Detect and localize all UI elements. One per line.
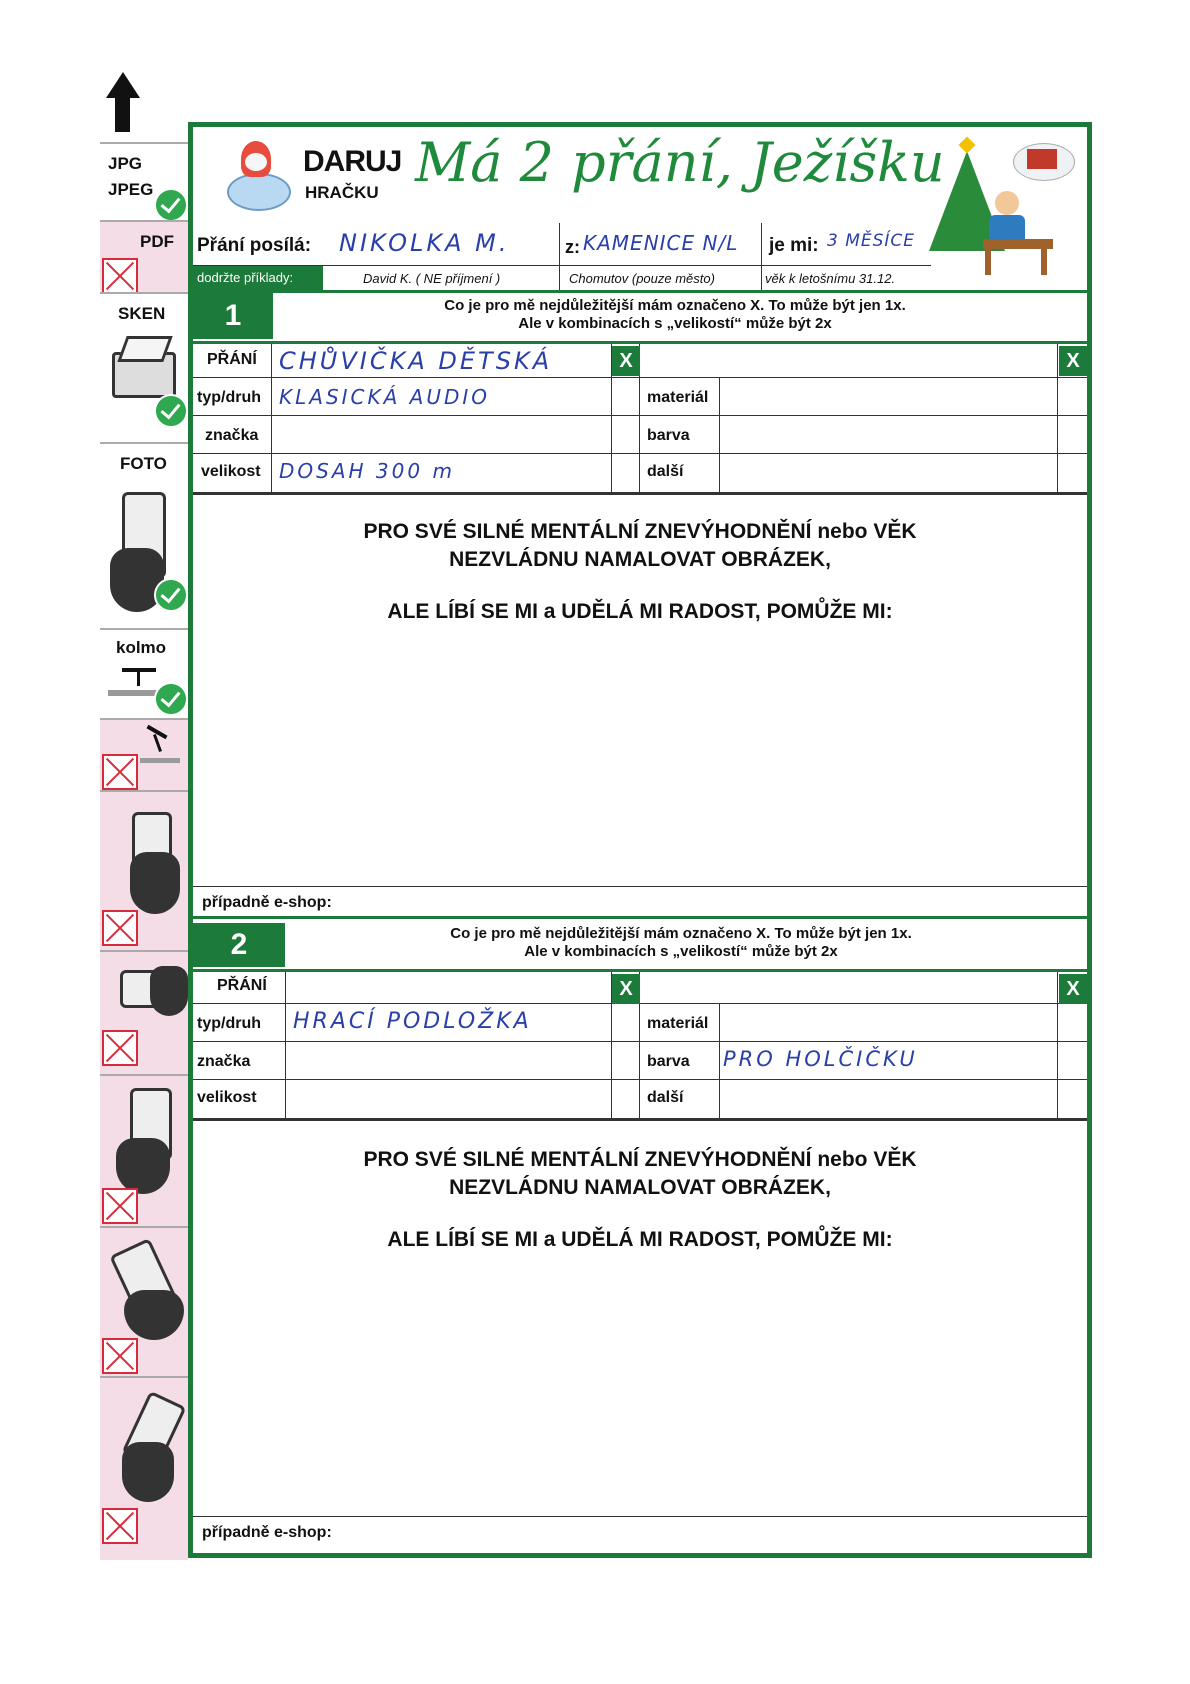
wish-number-box bbox=[193, 923, 285, 967]
sidebar-cell-phone-5 bbox=[100, 1376, 188, 1560]
znacka-label: značka bbox=[197, 1053, 251, 1070]
wish-instructions bbox=[273, 293, 1077, 342]
cross-icon bbox=[102, 1188, 138, 1224]
example-age: věk k letošnímu 31.12. bbox=[765, 271, 896, 286]
sender-name: NIKOLKA M. bbox=[339, 229, 510, 257]
wish-2 bbox=[193, 919, 1087, 1119]
check-icon bbox=[154, 394, 188, 428]
sidebar-cell-foto bbox=[100, 442, 188, 630]
wish-2-note-3: ALE LÍBÍ SE MI a UDĚLÁ MI RADOST, POMŮŽE MI: bbox=[387, 1228, 893, 1251]
phone-hand-icon bbox=[110, 812, 188, 922]
typ-value: KLASICKÁ AUDIO bbox=[279, 385, 491, 409]
logo-hracku: HRAČKU bbox=[305, 183, 379, 202]
logo-daruj: DARUJ bbox=[303, 145, 402, 178]
phone-hand-icon bbox=[112, 1396, 188, 1506]
sidebar-cell-sken bbox=[100, 292, 188, 444]
wish-2-eshop-label: případně e-shop: bbox=[202, 1524, 332, 1541]
foto-label: FOTO bbox=[120, 454, 167, 473]
wish-1-note-3: ALE LÍBÍ SE MI a UDĚLÁ MI RADOST, POMŮŽE MI: bbox=[387, 600, 893, 623]
phone-hand-icon bbox=[110, 1088, 188, 1198]
sidebar-cell-pdf bbox=[100, 220, 188, 294]
jpeg-label: JPEG bbox=[108, 180, 154, 199]
sidebar-cell-phone-1 bbox=[100, 790, 188, 952]
christmas-tree-icon bbox=[929, 131, 1079, 281]
wish-1-note-2: NEZVLÁDNU NAMALOVAT OBRÁZEK, bbox=[449, 548, 831, 571]
santa-logo-icon bbox=[219, 139, 289, 213]
instructions-line-1: Co je pro mě nejdůležitější mám označeno X. To může být jen 1x. bbox=[450, 925, 912, 942]
dalsi-label: další bbox=[647, 1089, 684, 1106]
check-icon bbox=[154, 682, 188, 716]
cross-icon bbox=[102, 754, 138, 790]
cross-icon bbox=[102, 910, 138, 946]
x-mark-left: X bbox=[612, 974, 640, 1004]
znacka-label: značka bbox=[205, 427, 259, 444]
x-mark-right: X bbox=[1059, 346, 1087, 376]
instructions-line-1: Co je pro mě nejdůležitější mám označeno X. To může být jen 1x. bbox=[444, 297, 906, 314]
wish-1-note-1: PRO SVÉ SILNÉ MENTÁLNÍ ZNEVÝHODNĚNÍ nebo VĚK bbox=[363, 520, 917, 543]
page-title: Má 2 přání, Ježíšku bbox=[415, 131, 945, 194]
x-mark-right: X bbox=[1059, 974, 1087, 1004]
velikost-label: velikost bbox=[197, 1089, 257, 1106]
cross-icon bbox=[102, 1508, 138, 1544]
from-label: z: bbox=[565, 237, 580, 257]
cross-icon bbox=[102, 258, 138, 294]
sidebar-cell-tilted bbox=[100, 718, 188, 792]
dalsi-label: další bbox=[647, 463, 684, 480]
instructions-line-2: Ale v kombinacích s „velikostí“ může být 2x bbox=[524, 943, 838, 960]
typ-label: typ/druh bbox=[197, 1015, 261, 1032]
pdf-label: PDF bbox=[140, 232, 174, 251]
sidebar-cell-phone-4 bbox=[100, 1226, 188, 1378]
wish-instructions bbox=[285, 923, 1077, 965]
barva-label: barva bbox=[647, 1053, 690, 1070]
header bbox=[193, 127, 1087, 223]
prani-label: PŘÁNÍ bbox=[207, 351, 257, 368]
wish-number-box bbox=[193, 293, 273, 339]
tilted-camera-icon bbox=[140, 730, 180, 770]
sidebar-cell-jpg bbox=[100, 142, 188, 222]
velikost-label: velikost bbox=[201, 463, 261, 480]
sken-label: SKEN bbox=[118, 304, 166, 323]
prani-label: PŘÁNÍ bbox=[217, 977, 267, 994]
wish-number: 1 bbox=[224, 299, 242, 332]
wish-2-note-2: NEZVLÁDNU NAMALOVAT OBRÁZEK, bbox=[449, 1176, 831, 1199]
scanner-icon bbox=[108, 334, 176, 398]
cross-icon bbox=[102, 1030, 138, 1066]
sidebar-cell-kolmo bbox=[100, 628, 188, 720]
jpg-label: JPG bbox=[108, 154, 143, 173]
material-label: materiál bbox=[647, 389, 709, 406]
phone-hand-icon bbox=[108, 1244, 188, 1344]
sidebar-cell-phone-3 bbox=[100, 1074, 188, 1228]
sidebar-cell-phone-2 bbox=[100, 950, 188, 1076]
sender-label: Přání posílá: bbox=[197, 235, 312, 256]
prani-value: CHŮVIČKA DĚTSKÁ bbox=[279, 347, 553, 375]
sender-row bbox=[193, 223, 931, 291]
velikost-value: DOSAH 300 m bbox=[279, 459, 455, 483]
typ-value: HRACÍ PODLOŽKA bbox=[293, 1009, 532, 1034]
example-name: David K. ( NE příjmení ) bbox=[363, 271, 501, 286]
barva-label: barva bbox=[647, 427, 690, 444]
phone-hand-icon bbox=[110, 966, 190, 1026]
examples-bar bbox=[193, 266, 323, 291]
check-icon bbox=[154, 188, 188, 222]
age-label: je mi: bbox=[769, 235, 819, 256]
wish-2-note-1: PRO SVÉ SILNÉ MENTÁLNÍ ZNEVÝHODNĚNÍ nebo VĚK bbox=[363, 1148, 917, 1171]
cross-icon bbox=[102, 1338, 138, 1374]
material-label: materiál bbox=[647, 1015, 709, 1032]
barva-value: PRO HOLČIČKU bbox=[723, 1047, 918, 1071]
typ-label: typ/druh bbox=[197, 389, 261, 406]
wish-1-eshop-label: případně e-shop: bbox=[202, 894, 332, 911]
instructions-line-2: Ale v kombinacích s „velikostí“ může být 2x bbox=[518, 315, 832, 332]
examples-label: dodržte příklady: bbox=[197, 270, 294, 285]
age-value: 3 MĚSÍCE bbox=[827, 231, 916, 251]
from-value: KAMENICE N/L bbox=[583, 231, 739, 255]
kolmo-label: kolmo bbox=[116, 638, 167, 657]
wish-number: 2 bbox=[230, 928, 248, 961]
x-mark-left: X bbox=[612, 346, 640, 376]
check-icon bbox=[154, 578, 188, 612]
example-city: Chomutov (pouze město) bbox=[569, 271, 715, 286]
